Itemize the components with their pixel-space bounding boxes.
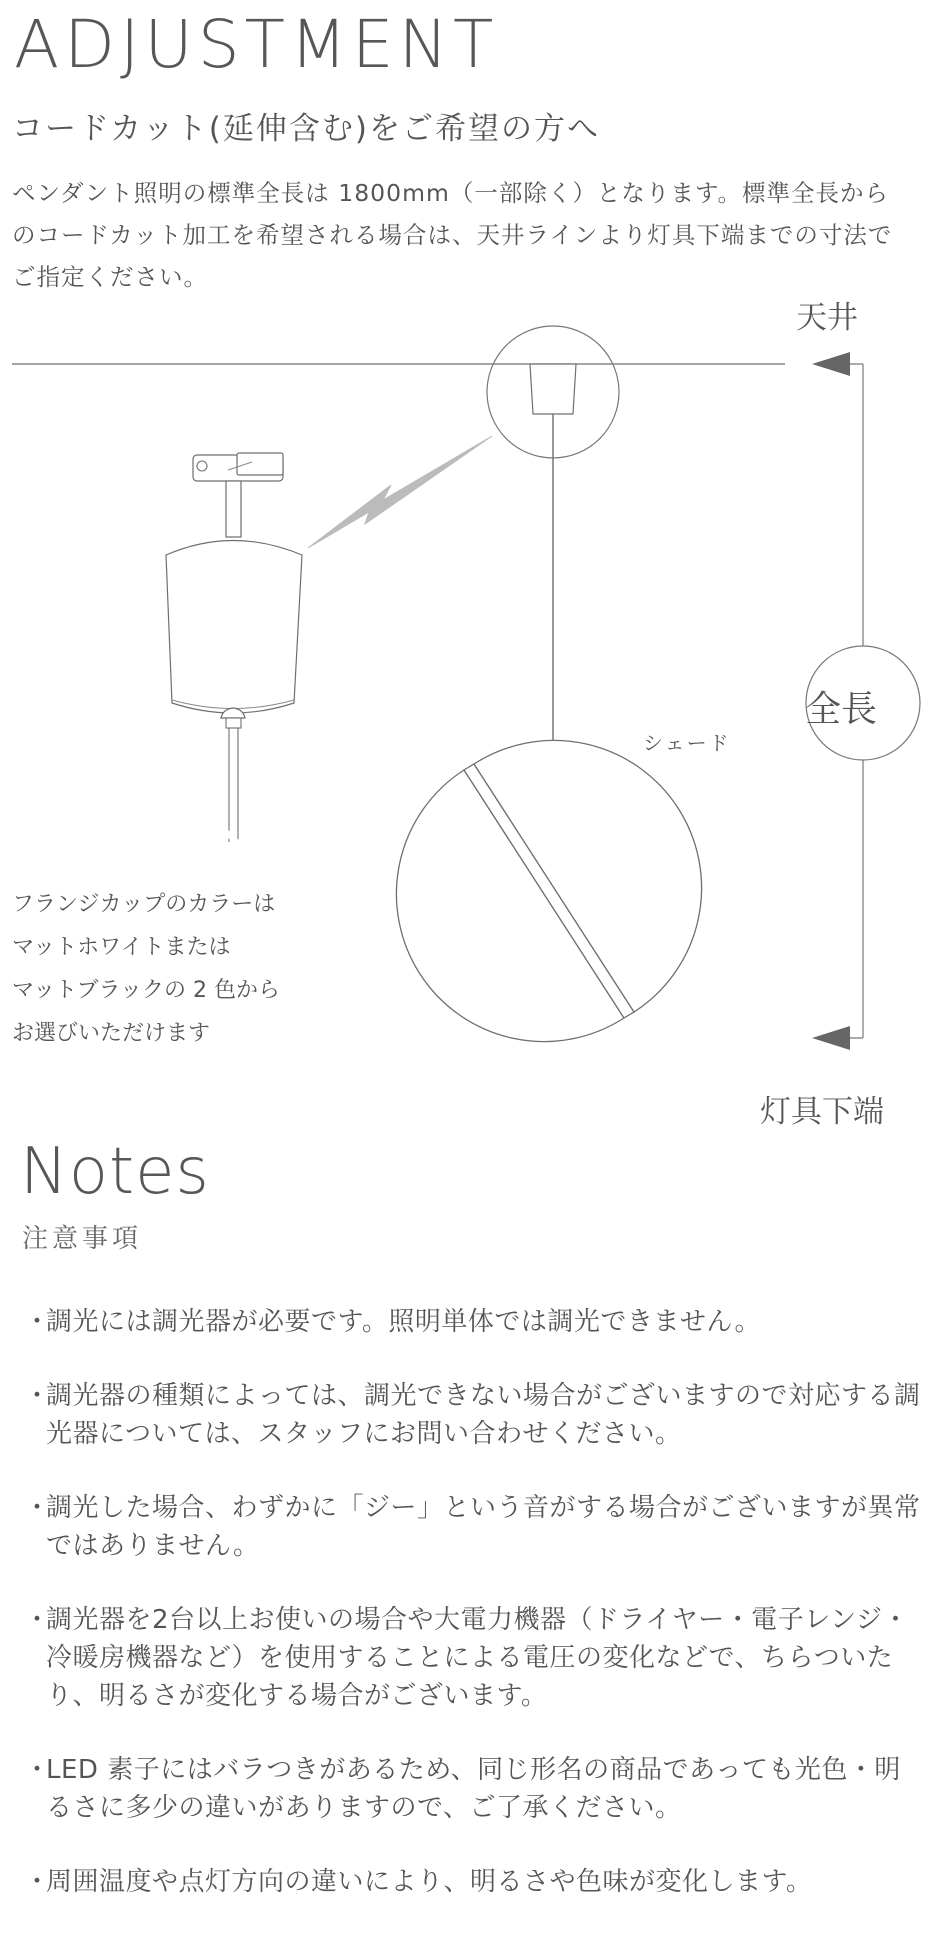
note-item — [24, 1601, 924, 1715]
note-item — [24, 1751, 924, 1827]
flange-color-note — [12, 883, 352, 1055]
bullet-glyph: ・ — [24, 1307, 51, 1337]
note-item — [24, 1303, 924, 1341]
page-title: ADJUSTMENT — [14, 6, 499, 83]
intro-text: ペンダント照明の標準全長は 1800mm（一部除く）となります。標準全長からのコードカット加工を希望される場合は、天井ラインより灯具下端までの寸法でご指定ください。 — [12, 179, 893, 291]
flange-note-line: マットホワイトまたは — [12, 935, 231, 960]
ceiling-label: 天井 — [796, 300, 858, 336]
note-text: 調光には調光器が必要です。照明単体では調光できません。 — [46, 1307, 761, 1337]
bullet-glyph: ・ — [24, 1381, 51, 1411]
bullet-glyph: ・ — [24, 1867, 51, 1897]
ceiling-arrow-icon — [812, 352, 850, 376]
note-item — [24, 1377, 924, 1453]
flange-note-line: お選びいただけます — [12, 1021, 211, 1046]
notes-title: Notes — [20, 1135, 210, 1209]
ceiling-canopy — [530, 364, 576, 414]
total-length-label: 全長 — [805, 689, 878, 730]
notes-subtitle: 注意事項 — [22, 1224, 143, 1254]
notes-list — [24, 1303, 924, 1937]
note-item — [24, 1863, 924, 1901]
page-subtitle: コードカット(延伸含む)をご希望の方へ — [12, 111, 600, 147]
note-text: 調光した場合、わずかに「ジー」という音がする場合がございますが異常ではありません。 — [46, 1493, 921, 1561]
flange-note-line: マットブラックの 2 色から — [12, 978, 281, 1003]
zoom-leader-arrow — [308, 436, 492, 548]
note-item — [24, 1489, 924, 1565]
note-text: 調光器を2台以上お使いの場合や大電力機器（ドライヤー・電子レンジ・冷暖房機器など）を使用することによる電圧の変化などで、ちらついたり、明るさが変化する場合がございます。 — [46, 1605, 909, 1711]
shade-label: シェード — [643, 731, 731, 755]
bullet-glyph: ・ — [24, 1755, 51, 1785]
note-text: LED 素子にはバラつきがあるため、同じ形名の商品であっても光色・明るさに多少の違いがありますので、ご了承ください。 — [46, 1755, 901, 1823]
bullet-glyph: ・ — [24, 1605, 51, 1635]
flange-note-line: フランジカップのカラーは — [12, 892, 276, 917]
note-text: 周囲温度や点灯方向の違いにより、明るさや色味が変化します。 — [46, 1867, 813, 1897]
fixture-bottom-label: 灯具下端 — [760, 1094, 884, 1130]
spherical-shade — [396, 740, 701, 1041]
bullet-glyph: ・ — [24, 1493, 51, 1523]
note-text: 調光器の種類によっては、調光できない場合がございますので対応する調光器については、スタッフにお問い合わせください。 — [46, 1381, 921, 1449]
bottom-arrow-icon — [812, 1026, 850, 1050]
flange-cup-detail — [166, 453, 302, 848]
